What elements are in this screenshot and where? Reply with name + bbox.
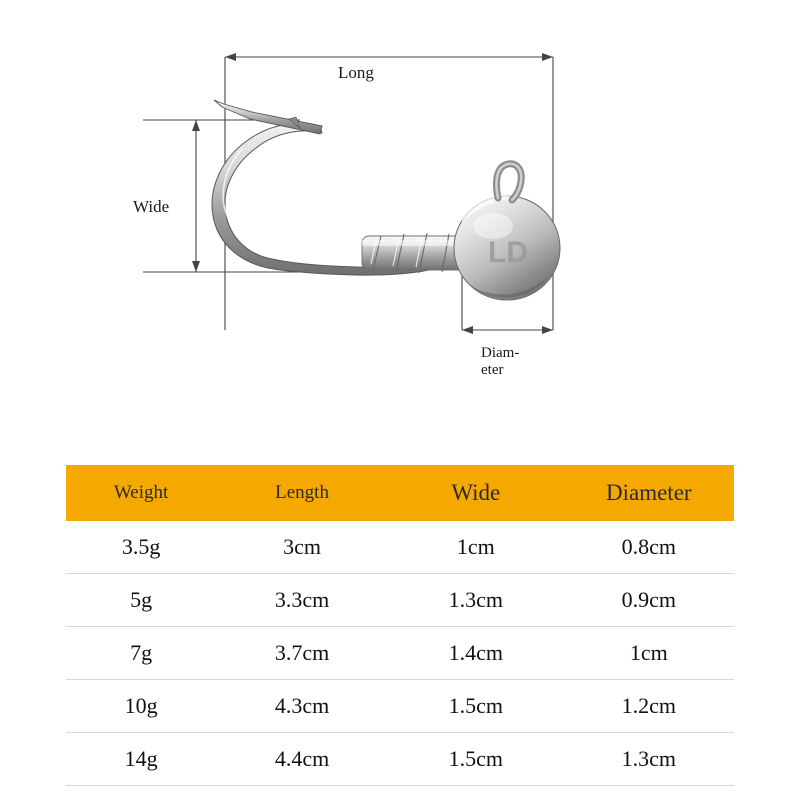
head-brand-mark: LD [488, 236, 528, 269]
cell-diameter: 1.2cm [564, 680, 734, 733]
cell-diameter: 1.3cm [564, 733, 734, 786]
header-length: Length [216, 465, 388, 521]
cell-length: 4.3cm [216, 680, 388, 733]
header-wide: Wide [388, 465, 564, 521]
table-row [66, 521, 734, 574]
table-row [66, 733, 734, 786]
header-diameter: Diameter [564, 465, 734, 521]
cell-length: 4.4cm [216, 733, 388, 786]
table-row [66, 680, 734, 733]
label-long: Long [338, 63, 374, 82]
cell-diameter: 0.8cm [564, 521, 734, 574]
label-wide: Wide [133, 197, 170, 216]
cell-diameter: 1cm [564, 627, 734, 680]
cell-wide: 1.4cm [388, 627, 564, 680]
table-row [66, 627, 734, 680]
cell-weight: 3.5g [66, 521, 216, 574]
table-row [66, 574, 734, 627]
specification-table [66, 465, 734, 786]
cell-wide: 1.5cm [388, 680, 564, 733]
cell-length: 3cm [216, 521, 388, 574]
lead-head [454, 164, 560, 300]
cell-weight: 10g [66, 680, 216, 733]
cell-weight: 14g [66, 733, 216, 786]
cell-weight: 7g [66, 627, 216, 680]
header-weight: Weight [66, 465, 216, 521]
cell-wide: 1cm [388, 521, 564, 574]
cell-diameter: 0.9cm [564, 574, 734, 627]
cell-weight: 5g [66, 574, 216, 627]
cell-wide: 1.5cm [388, 733, 564, 786]
table-header-row [66, 465, 734, 521]
label-diameter: Diam- eter [481, 345, 520, 378]
cell-length: 3.3cm [216, 574, 388, 627]
cell-length: 3.7cm [216, 627, 388, 680]
cell-wide: 1.3cm [388, 574, 564, 627]
